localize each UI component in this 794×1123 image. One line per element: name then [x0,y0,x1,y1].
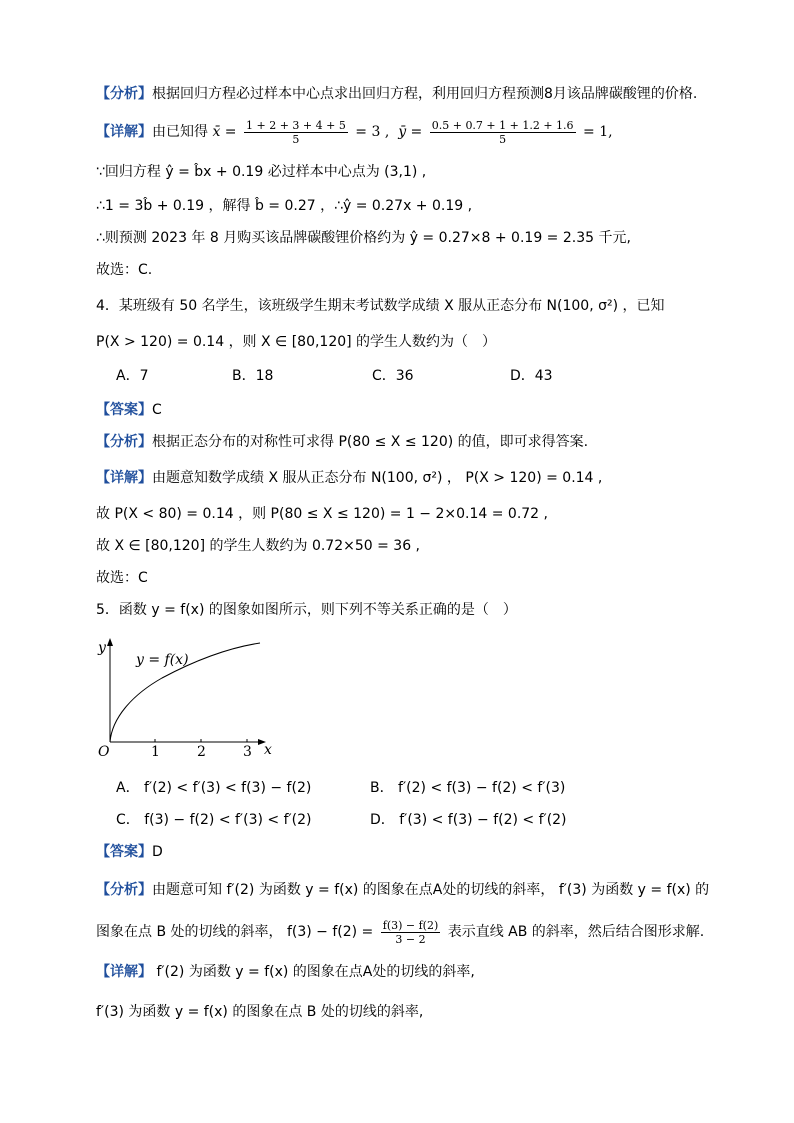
ybar-fraction [430,119,576,146]
y-axis-label: y [98,640,106,656]
slope-numerator: f(3) − f(2) [382,918,439,932]
q5-stem: 5．函数 y = f(x) 的图象如图所示，则下列不等关系正确的是（ ） [96,602,517,618]
function-graph [92,630,292,760]
xbar-value: = 3 , [355,124,390,140]
detail-tag: 【详解】 [96,964,152,980]
detail-tag: 【详解】 [96,470,152,486]
q4-answer-value: C [152,402,162,418]
q4-analysis [96,432,588,452]
q3-line4: ∴则预测 2023 年 8 月购买该品牌碳酸锂价格约为 ŷ = 0.27×8 + 0.19 = 2.35 千元, [96,230,631,246]
y-axis-arrow [107,638,113,646]
q4-answer [96,400,162,420]
xbar-denominator: 5 [292,132,300,146]
q5-detail2: f′(3) 为函数 y = f(x) 的图象在点 B 处的切线的斜率, [96,1004,424,1020]
x-axis-label: x [264,742,272,758]
ybar-denominator: 5 [499,132,507,146]
q3-line2: ∵回归方程 ŷ = b̂x + 0.19 必过样本中心点为 (3,1) , [96,164,427,180]
q5-analysis-a: 由题意可知 f′(2) 为函数 y = f(x) 的图象在点A处的切线的斜率， f′(3) 为函数 y = f(x) 的 [152,882,710,898]
q4-detail4: 故选：C [96,570,148,586]
slope-denominator: 3 − 2 [395,932,426,946]
curve-label: y = f(x) [136,652,189,668]
origin-label: O [98,744,110,760]
q4-stem-line1: 4．某班级有 50 名学生，该班级学生期末考试数学成绩 X 服从正态分布 N(100, σ²) ，已知 [96,298,665,314]
q4-option-c: C．36 [372,368,414,384]
q3-detail-prefix: 由已知得 [152,124,208,140]
analysis-tag: 【分析】 [96,882,152,898]
q4-option-d: D．43 [510,368,553,384]
ybar-lhs: ȳ = [398,124,423,140]
q5-option-c: C． f(3) − f(2) < f′(3) < f′(2) [116,812,312,828]
q5-option-d: D． f′(3) < f(3) − f(2) < f′(2) [370,812,567,828]
q5-analysis-line2 [96,912,704,952]
q4-detail2: 故 P(X < 80) = 0.14 ，则 P(80 ≤ X ≤ 120) = 1 − 2×0.14 = 0.72 , [96,506,548,522]
detail-tag: 【详解】 [96,124,152,140]
answer-tag: 【答案】 [96,844,152,860]
analysis-tag: 【分析】 [96,86,152,102]
q3-detail-means [96,112,613,152]
q3-line5: 故选：C. [96,262,153,278]
xbar-fraction [244,119,348,146]
slope-fraction [381,919,441,946]
q5-answer-value: D [152,844,163,860]
q5-option-b: B． f′(2) < f(3) − f(2) < f′(3) [370,780,566,796]
q4-stem-line2: P(X > 120) = 0.14 ，则 X ∈ [80,120] 的学生人数约为（ ） [96,334,497,350]
q3-line3: ∴1 = 3b̂ + 0.19 ，解得 b̂ = 0.27 ，∴ŷ = 0.27x + 0.19 , [96,198,473,214]
x-tick-label-2: 2 [197,744,206,760]
ybar-value: = 1, [583,124,613,140]
ybar-numerator: 0.5 + 0.7 + 1 + 1.2 + 1.6 [431,118,574,132]
x-tick-label-3: 3 [243,744,252,760]
q4-analysis-text: 根据正态分布的对称性可求得 P(80 ≤ X ≤ 120) 的值，即可求得答案. [152,434,589,450]
q5-analysis-line1 [96,880,709,900]
xbar-numerator: 1 + 2 + 3 + 4 + 5 [245,118,346,132]
q3-analysis [96,84,697,104]
q5-detail1 [96,962,475,982]
xbar-lhs: x̄ = [212,124,237,140]
q5-detail1-text: f′(2) 为函数 y = f(x) 的图象在点A处的切线的斜率, [152,964,475,980]
q5-analysis-b: 图象在点 B 处的切线的斜率， f(3) − f(2) = [96,924,374,940]
q4-detail1 [96,468,602,488]
x-tick-label-1: 1 [151,744,160,760]
q4-option-a: A．7 [116,368,149,384]
analysis-tag: 【分析】 [96,434,152,450]
q5-analysis-c: 表示直线 AB 的斜率，然后结合图形求解. [447,924,705,940]
answer-tag: 【答案】 [96,402,152,418]
q3-analysis-text: 根据回归方程必过样本中心点求出回归方程，利用回归方程预测8月该品牌碳酸锂的价格. [152,86,698,102]
q5-answer [96,842,163,862]
q4-detail1-text: 由题意知数学成绩 X 服从正态分布 N(100, σ²) ， P(X > 120) = 0.14 , [152,470,603,486]
q5-option-a: A． f′(2) < f′(3) < f(3) − f(2) [116,780,312,796]
q4-detail3: 故 X ∈ [80,120] 的学生人数约为 0.72×50 = 36 , [96,538,421,554]
q4-option-b: B．18 [232,368,274,384]
